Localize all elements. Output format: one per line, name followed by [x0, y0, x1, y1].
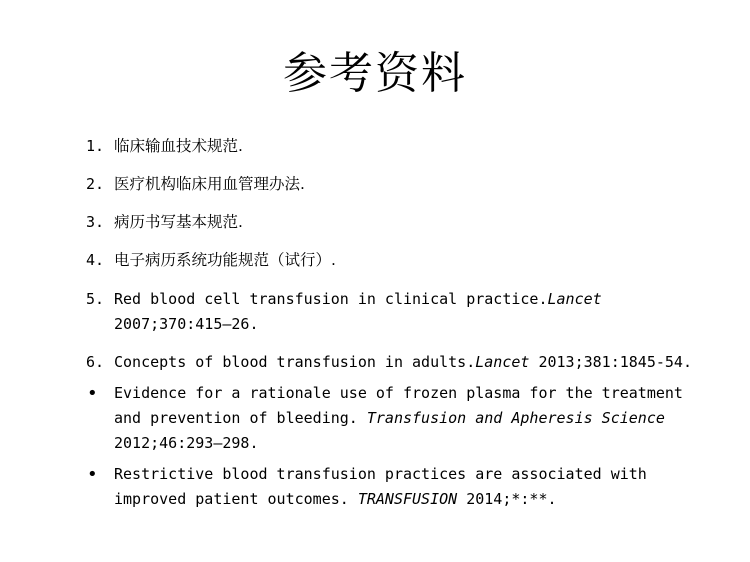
reference-text: 病历书写基本规范.: [114, 213, 243, 231]
reference-text-line-2: and prevention of bleeding.: [114, 409, 367, 427]
reference-citation: 2013;381:1845-54.: [529, 353, 692, 371]
reference-text: 电子病历系统功能规范（试行）.: [114, 251, 336, 269]
reference-number: 2.: [86, 175, 105, 193]
reference-item-2: [86, 172, 726, 197]
reference-text: Concepts of blood transfusion in adults.: [114, 353, 476, 371]
reference-citation: 2014;*:**.: [457, 490, 557, 508]
reference-text-line-1: Evidence for a rationale use of frozen plasma for the treatment: [114, 384, 683, 402]
reference-item-3: [86, 210, 726, 235]
journal-name: Lancet: [547, 290, 602, 308]
journal-name: Lancet: [475, 353, 530, 371]
page-title: 参考资料: [283, 48, 467, 99]
reference-number: 3.: [86, 213, 105, 231]
reference-citation: 2007;370:415–26.: [114, 315, 259, 333]
reference-item-6: [86, 350, 726, 375]
reference-number: 1.: [86, 137, 105, 155]
reference-item-7: [86, 381, 726, 456]
journal-name: Transfusion and Apheresis Science: [366, 409, 665, 427]
reference-citation: 2012;46:293–298.: [114, 434, 259, 452]
reference-item-8: [86, 462, 726, 512]
bullet-icon: •: [87, 383, 98, 404]
reference-text: 临床输血技术规范.: [114, 137, 243, 155]
reference-number: 5.: [86, 290, 105, 308]
reference-item-1: [86, 134, 726, 159]
bullet-icon: •: [87, 464, 98, 485]
reference-text-line-1: Restrictive blood transfusion practices are associated with: [114, 465, 647, 483]
reference-text-line-2: improved patient outcomes.: [114, 490, 358, 508]
reference-number: 6.: [86, 353, 105, 371]
journal-name: TRANSFUSION: [357, 490, 458, 508]
reference-item-5: [86, 287, 726, 337]
reference-number: 4.: [86, 251, 105, 269]
reference-text: 医疗机构临床用血管理办法.: [114, 175, 305, 193]
reference-item-4: [86, 248, 726, 273]
reference-list: [86, 134, 726, 512]
reference-text: Red blood cell transfusion in clinical practice.: [114, 290, 548, 308]
